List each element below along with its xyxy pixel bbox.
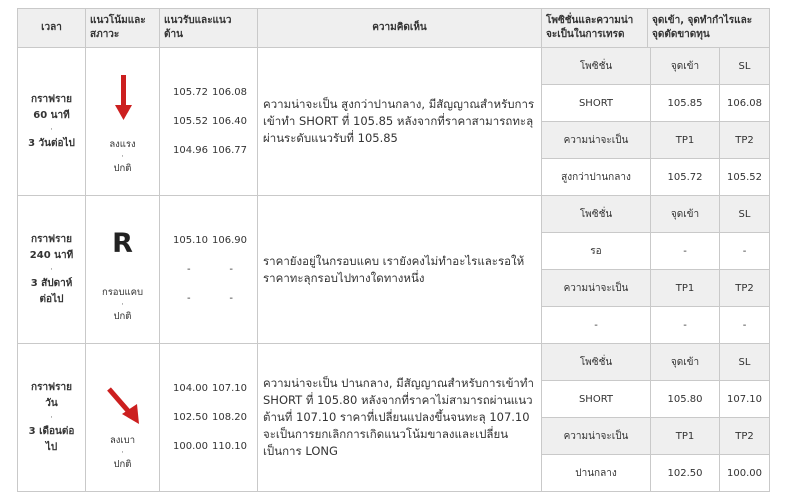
comment-cell: ความน่าจะเป็น สูงกว่าปานกลาง, มีสัญญาณสำหรับการเข้าทำ SHORT ที่ 105.85 หลังจากที่ราคาสามารถทะลุผ่านระดับแนวรับที่ 105.85 (258, 48, 542, 196)
pos-label: TP1 (651, 270, 720, 307)
timeframe-label: กราฟราย 240 นาที (29, 233, 74, 261)
support-level: 105.10 (173, 235, 208, 246)
timeframe-dot: · (50, 264, 53, 275)
header-position (542, 9, 648, 48)
pos-label: โพซิชั่น (542, 344, 651, 381)
state-label: ปกติ (113, 310, 132, 322)
pos-label: จุดเข้า (651, 344, 720, 381)
pos-value: - (651, 307, 720, 344)
support-level: - (187, 264, 191, 275)
table-row (18, 196, 770, 344)
pos-label: จุดเข้า (651, 48, 720, 85)
pos-label: โพซิชั่น (542, 48, 651, 85)
arrow-down-right-icon (87, 364, 158, 434)
pos-value: - (720, 233, 770, 270)
trend-cell (86, 344, 160, 492)
table-row (18, 48, 770, 196)
arrow-down-icon (87, 68, 158, 138)
timeframe-dot: · (50, 412, 53, 423)
sr-cell (160, 344, 258, 492)
trend-cell (86, 48, 160, 196)
timeframe-cell (18, 344, 86, 492)
trading-signal-table (17, 8, 770, 492)
trend-label: ลงเบา (109, 434, 136, 446)
support-level: 105.72 (173, 87, 208, 98)
timeframe-cell (18, 196, 86, 344)
pos-value: 100.00 (720, 455, 770, 492)
sr-levels (160, 78, 257, 165)
pos-label: ความน่าจะเป็น (542, 418, 651, 455)
support-level: 104.96 (173, 145, 208, 156)
pos-value: 102.50 (651, 455, 720, 492)
resistance-level: 106.90 (212, 235, 247, 246)
position-table (542, 196, 769, 343)
pos-label: จุดเข้า (651, 196, 720, 233)
pos-label: SL (720, 48, 770, 85)
table-row (18, 344, 770, 492)
timeframe-dot: · (50, 124, 53, 135)
horizon-label: 3 เดือนต่อ ไป (28, 425, 75, 453)
header-entry-label: จุดเข้า, จุดทำกำไรและ จุดตัดขาดทุน (652, 15, 753, 40)
position-cell (542, 48, 770, 196)
pos-label: SL (720, 344, 770, 381)
resistance-level: 107.10 (212, 383, 247, 394)
pos-label: ความน่าจะเป็น (542, 270, 651, 307)
pos-label: TP2 (720, 418, 770, 455)
trend-dot: · (121, 299, 124, 310)
resistance-level: 106.77 (212, 145, 247, 156)
state-label: ปกติ (113, 458, 132, 470)
header-comment: ความคิดเห็น (258, 9, 542, 48)
pos-value: 107.10 (720, 381, 770, 418)
position-cell (542, 344, 770, 492)
timeframe-label: กราฟราย วัน (31, 381, 72, 409)
header-entry (648, 9, 770, 48)
position-cell (542, 196, 770, 344)
support-level: 100.00 (173, 441, 208, 452)
sr-cell (160, 196, 258, 344)
header-row (18, 9, 770, 48)
trend-label: กรอบแคบ (101, 286, 144, 298)
range-r-icon (87, 216, 158, 286)
timeframe-cell (18, 48, 86, 196)
header-sr-label: แนวรับและแนว ต้าน (164, 15, 232, 40)
horizon-label: 3 วันต่อไป (28, 137, 75, 149)
pos-label: TP2 (720, 270, 770, 307)
state-label: ปกติ (113, 162, 132, 174)
resistance-level: 110.10 (212, 441, 247, 452)
resistance-level: 108.20 (212, 412, 247, 423)
trend-dot: · (121, 447, 124, 458)
pos-label: SL (720, 196, 770, 233)
comment-cell: ความน่าจะเป็น ปานกลาง, มีสัญญาณสำหรับการเข้าทำ SHORT ที่ 105.80 หลังจากที่ราคาไม่สามารถผ่านแนวต้านที่ 107.10 ราคาที่เปลี่ยนแปลงขึ้นจนทะลุ 107.10 จะเป็นการยกเลิกการเกิดแนวโน้มขาลงและเปลี่ยนเป็นการ LONG (258, 344, 542, 492)
pos-label: TP1 (651, 122, 720, 159)
pos-value: สูงกว่าปานกลาง (542, 159, 651, 196)
sr-levels (160, 226, 257, 313)
pos-value: ปานกลาง (542, 455, 651, 492)
sr-levels (160, 374, 257, 461)
pos-value: 106.08 (720, 85, 770, 122)
comment-cell: ราคายังอยู่ในกรอบแคบ เรายังคงไม่ทำอะไรและรอให้ราคาทะลุกรอบไปทางใดทางหนึ่ง (258, 196, 542, 344)
timeframe-label: กราฟราย 60 นาที (31, 93, 72, 121)
pos-label: TP1 (651, 418, 720, 455)
resistance-level: 106.40 (212, 116, 247, 127)
sr-cell (160, 48, 258, 196)
pos-value: - (542, 307, 651, 344)
header-trend-label: แนวโน้มและ สภาวะ (90, 15, 146, 40)
support-level: 102.50 (173, 412, 208, 423)
support-level: 104.00 (173, 383, 208, 394)
pos-label: TP2 (720, 122, 770, 159)
header-position-label: โพซิชั่นและความน่า จะเป็นในการเทรด (546, 15, 634, 40)
horizon-label: 3 สัปดาห์ ต่อไป (30, 277, 73, 305)
pos-value: 105.52 (720, 159, 770, 196)
pos-value: รอ (542, 233, 651, 270)
resistance-level: - (229, 293, 233, 304)
pos-value: SHORT (542, 85, 651, 122)
pos-label: ความน่าจะเป็น (542, 122, 651, 159)
trend-label: ลงแรง (109, 138, 136, 150)
pos-value: SHORT (542, 381, 651, 418)
header-time: เวลา (18, 9, 86, 48)
pos-value: 105.80 (651, 381, 720, 418)
pos-value: - (720, 307, 770, 344)
header-trend (86, 9, 160, 48)
position-table (542, 344, 769, 491)
pos-value: - (651, 233, 720, 270)
trend-dot: · (121, 151, 124, 162)
pos-label: โพซิชั่น (542, 196, 651, 233)
pos-value: 105.85 (651, 85, 720, 122)
support-level: 105.52 (173, 116, 208, 127)
position-table (542, 48, 769, 195)
resistance-level: - (229, 264, 233, 275)
header-support-resistance (160, 9, 258, 48)
trend-cell (86, 196, 160, 344)
pos-value: 105.72 (651, 159, 720, 196)
range-letter: R (112, 227, 133, 259)
resistance-level: 106.08 (212, 87, 247, 98)
support-level: - (187, 293, 191, 304)
